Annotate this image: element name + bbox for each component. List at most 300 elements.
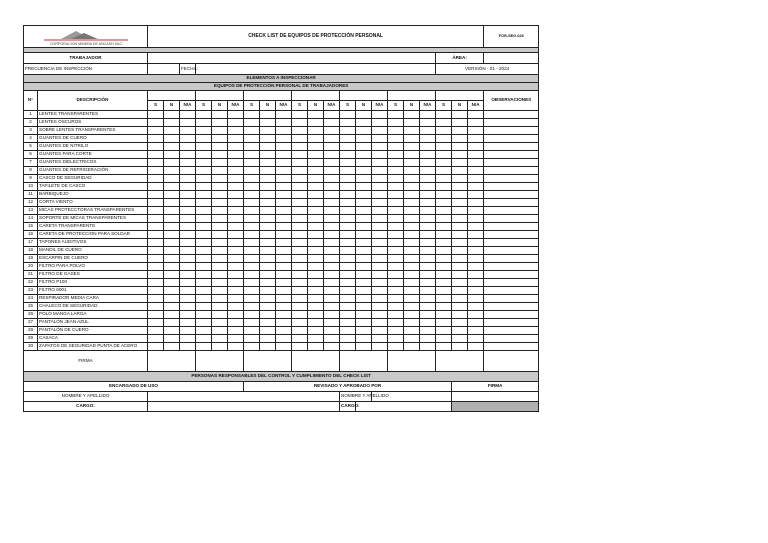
- check-cell[interactable]: [452, 335, 468, 343]
- observation-cell[interactable]: [484, 247, 539, 255]
- check-cell[interactable]: [308, 151, 324, 159]
- check-cell[interactable]: [244, 111, 260, 119]
- check-cell[interactable]: [468, 207, 484, 215]
- check-cell[interactable]: [148, 223, 164, 231]
- check-cell[interactable]: [196, 199, 212, 207]
- check-cell[interactable]: [436, 207, 452, 215]
- check-cell[interactable]: [164, 167, 180, 175]
- check-cell[interactable]: [308, 239, 324, 247]
- check-cell[interactable]: [260, 119, 276, 127]
- check-cell[interactable]: [404, 311, 420, 319]
- check-cell[interactable]: [388, 271, 404, 279]
- check-cell[interactable]: [292, 223, 308, 231]
- check-cell[interactable]: [244, 255, 260, 263]
- check-cell[interactable]: [404, 191, 420, 199]
- check-cell[interactable]: [324, 263, 340, 271]
- check-cell[interactable]: [180, 319, 196, 327]
- check-cell[interactable]: [436, 127, 452, 135]
- check-cell[interactable]: [244, 135, 260, 143]
- check-cell[interactable]: [148, 191, 164, 199]
- check-cell[interactable]: [292, 207, 308, 215]
- check-cell[interactable]: [276, 295, 292, 303]
- check-cell[interactable]: [420, 255, 436, 263]
- check-cell[interactable]: [356, 231, 372, 239]
- check-cell[interactable]: [260, 263, 276, 271]
- check-cell[interactable]: [276, 223, 292, 231]
- check-cell[interactable]: [228, 167, 244, 175]
- check-cell[interactable]: [212, 239, 228, 247]
- check-cell[interactable]: [212, 207, 228, 215]
- area-field[interactable]: [484, 53, 539, 64]
- check-cell[interactable]: [276, 199, 292, 207]
- check-cell[interactable]: [148, 287, 164, 295]
- check-cell[interactable]: [468, 119, 484, 127]
- check-cell[interactable]: [324, 199, 340, 207]
- check-cell[interactable]: [388, 295, 404, 303]
- check-cell[interactable]: [164, 143, 180, 151]
- check-cell[interactable]: [340, 159, 356, 167]
- check-cell[interactable]: [324, 327, 340, 335]
- check-cell[interactable]: [420, 191, 436, 199]
- check-cell[interactable]: [180, 303, 196, 311]
- check-cell[interactable]: [468, 151, 484, 159]
- check-cell[interactable]: [308, 111, 324, 119]
- check-cell[interactable]: [260, 303, 276, 311]
- check-cell[interactable]: [276, 303, 292, 311]
- check-cell[interactable]: [148, 271, 164, 279]
- check-cell[interactable]: [356, 215, 372, 223]
- check-cell[interactable]: [212, 143, 228, 151]
- check-cell[interactable]: [276, 311, 292, 319]
- check-cell[interactable]: [228, 199, 244, 207]
- check-cell[interactable]: [260, 255, 276, 263]
- check-cell[interactable]: [164, 303, 180, 311]
- check-cell[interactable]: [404, 271, 420, 279]
- check-cell[interactable]: [404, 295, 420, 303]
- check-cell[interactable]: [404, 143, 420, 151]
- check-cell[interactable]: [164, 343, 180, 351]
- check-cell[interactable]: [180, 127, 196, 135]
- check-cell[interactable]: [228, 215, 244, 223]
- check-cell[interactable]: [324, 215, 340, 223]
- check-cell[interactable]: [372, 335, 388, 343]
- check-cell[interactable]: [292, 263, 308, 271]
- observation-cell[interactable]: [484, 159, 539, 167]
- check-cell[interactable]: [228, 191, 244, 199]
- check-cell[interactable]: [324, 271, 340, 279]
- check-cell[interactable]: [468, 319, 484, 327]
- check-cell[interactable]: [452, 255, 468, 263]
- check-cell[interactable]: [324, 167, 340, 175]
- check-cell[interactable]: [404, 239, 420, 247]
- check-cell[interactable]: [276, 175, 292, 183]
- check-cell[interactable]: [356, 255, 372, 263]
- check-cell[interactable]: [244, 191, 260, 199]
- check-cell[interactable]: [340, 119, 356, 127]
- check-cell[interactable]: [420, 263, 436, 271]
- check-cell[interactable]: [228, 231, 244, 239]
- check-cell[interactable]: [388, 279, 404, 287]
- check-cell[interactable]: [260, 199, 276, 207]
- check-cell[interactable]: [452, 263, 468, 271]
- check-cell[interactable]: [404, 127, 420, 135]
- check-cell[interactable]: [196, 335, 212, 343]
- check-cell[interactable]: [212, 159, 228, 167]
- check-cell[interactable]: [404, 287, 420, 295]
- check-cell[interactable]: [164, 127, 180, 135]
- check-cell[interactable]: [244, 207, 260, 215]
- check-cell[interactable]: [324, 207, 340, 215]
- check-cell[interactable]: [212, 263, 228, 271]
- check-cell[interactable]: [372, 343, 388, 351]
- check-cell[interactable]: [276, 327, 292, 335]
- observation-cell[interactable]: [484, 183, 539, 191]
- check-cell[interactable]: [372, 239, 388, 247]
- observation-cell[interactable]: [484, 255, 539, 263]
- check-cell[interactable]: [404, 151, 420, 159]
- check-cell[interactable]: [388, 191, 404, 199]
- check-cell[interactable]: [372, 295, 388, 303]
- check-cell[interactable]: [388, 119, 404, 127]
- check-cell[interactable]: [324, 111, 340, 119]
- check-cell[interactable]: [164, 335, 180, 343]
- check-cell[interactable]: [260, 335, 276, 343]
- check-cell[interactable]: [436, 319, 452, 327]
- observation-cell[interactable]: [484, 343, 539, 351]
- check-cell[interactable]: [148, 111, 164, 119]
- check-cell[interactable]: [468, 255, 484, 263]
- check-cell[interactable]: [228, 311, 244, 319]
- check-cell[interactable]: [228, 159, 244, 167]
- check-cell[interactable]: [148, 151, 164, 159]
- check-cell[interactable]: [228, 303, 244, 311]
- check-cell[interactable]: [148, 263, 164, 271]
- check-cell[interactable]: [180, 295, 196, 303]
- check-cell[interactable]: [260, 223, 276, 231]
- check-cell[interactable]: [356, 207, 372, 215]
- check-cell[interactable]: [196, 295, 212, 303]
- check-cell[interactable]: [148, 175, 164, 183]
- check-cell[interactable]: [356, 311, 372, 319]
- check-cell[interactable]: [356, 335, 372, 343]
- check-cell[interactable]: [340, 295, 356, 303]
- check-cell[interactable]: [180, 287, 196, 295]
- check-cell[interactable]: [196, 279, 212, 287]
- check-cell[interactable]: [276, 119, 292, 127]
- check-cell[interactable]: [372, 255, 388, 263]
- check-cell[interactable]: [436, 279, 452, 287]
- check-cell[interactable]: [164, 191, 180, 199]
- check-cell[interactable]: [388, 111, 404, 119]
- check-cell[interactable]: [340, 287, 356, 295]
- check-cell[interactable]: [324, 175, 340, 183]
- check-cell[interactable]: [180, 279, 196, 287]
- check-cell[interactable]: [292, 159, 308, 167]
- check-cell[interactable]: [468, 191, 484, 199]
- check-cell[interactable]: [244, 303, 260, 311]
- check-cell[interactable]: [276, 207, 292, 215]
- check-cell[interactable]: [388, 263, 404, 271]
- check-cell[interactable]: [436, 111, 452, 119]
- check-cell[interactable]: [228, 119, 244, 127]
- check-cell[interactable]: [340, 303, 356, 311]
- check-cell[interactable]: [276, 127, 292, 135]
- check-cell[interactable]: [340, 343, 356, 351]
- check-cell[interactable]: [452, 167, 468, 175]
- check-cell[interactable]: [260, 167, 276, 175]
- check-cell[interactable]: [388, 319, 404, 327]
- check-cell[interactable]: [244, 143, 260, 151]
- check-cell[interactable]: [180, 343, 196, 351]
- check-cell[interactable]: [372, 319, 388, 327]
- check-cell[interactable]: [196, 271, 212, 279]
- check-cell[interactable]: [452, 215, 468, 223]
- check-cell[interactable]: [388, 215, 404, 223]
- check-cell[interactable]: [292, 191, 308, 199]
- check-cell[interactable]: [148, 135, 164, 143]
- check-cell[interactable]: [292, 279, 308, 287]
- check-cell[interactable]: [372, 127, 388, 135]
- check-cell[interactable]: [164, 135, 180, 143]
- check-cell[interactable]: [388, 151, 404, 159]
- check-cell[interactable]: [436, 247, 452, 255]
- check-cell[interactable]: [420, 215, 436, 223]
- check-cell[interactable]: [420, 311, 436, 319]
- check-cell[interactable]: [436, 159, 452, 167]
- check-cell[interactable]: [196, 247, 212, 255]
- check-cell[interactable]: [196, 191, 212, 199]
- check-cell[interactable]: [372, 207, 388, 215]
- check-cell[interactable]: [340, 231, 356, 239]
- check-cell[interactable]: [276, 183, 292, 191]
- check-cell[interactable]: [212, 271, 228, 279]
- check-cell[interactable]: [196, 143, 212, 151]
- check-cell[interactable]: [420, 231, 436, 239]
- check-cell[interactable]: [388, 199, 404, 207]
- check-cell[interactable]: [196, 119, 212, 127]
- check-cell[interactable]: [212, 151, 228, 159]
- check-cell[interactable]: [212, 167, 228, 175]
- check-cell[interactable]: [292, 343, 308, 351]
- observation-cell[interactable]: [484, 279, 539, 287]
- observation-cell[interactable]: [484, 271, 539, 279]
- check-cell[interactable]: [308, 287, 324, 295]
- check-cell[interactable]: [164, 311, 180, 319]
- check-cell[interactable]: [180, 271, 196, 279]
- check-cell[interactable]: [468, 223, 484, 231]
- check-cell[interactable]: [452, 343, 468, 351]
- check-cell[interactable]: [420, 247, 436, 255]
- check-cell[interactable]: [340, 127, 356, 135]
- check-cell[interactable]: [164, 279, 180, 287]
- check-cell[interactable]: [324, 279, 340, 287]
- check-cell[interactable]: [292, 311, 308, 319]
- check-cell[interactable]: [356, 319, 372, 327]
- check-cell[interactable]: [436, 191, 452, 199]
- check-cell[interactable]: [164, 255, 180, 263]
- check-cell[interactable]: [372, 135, 388, 143]
- check-cell[interactable]: [276, 255, 292, 263]
- check-cell[interactable]: [436, 231, 452, 239]
- check-cell[interactable]: [292, 319, 308, 327]
- check-cell[interactable]: [468, 175, 484, 183]
- check-cell[interactable]: [148, 295, 164, 303]
- check-cell[interactable]: [372, 247, 388, 255]
- check-cell[interactable]: [356, 111, 372, 119]
- check-cell[interactable]: [436, 183, 452, 191]
- check-cell[interactable]: [212, 119, 228, 127]
- check-cell[interactable]: [340, 319, 356, 327]
- check-cell[interactable]: [468, 199, 484, 207]
- check-cell[interactable]: [388, 303, 404, 311]
- check-cell[interactable]: [308, 271, 324, 279]
- check-cell[interactable]: [228, 127, 244, 135]
- check-cell[interactable]: [212, 327, 228, 335]
- check-cell[interactable]: [324, 231, 340, 239]
- check-cell[interactable]: [164, 111, 180, 119]
- check-cell[interactable]: [436, 151, 452, 159]
- observation-cell[interactable]: [484, 319, 539, 327]
- check-cell[interactable]: [212, 247, 228, 255]
- check-cell[interactable]: [308, 303, 324, 311]
- check-cell[interactable]: [356, 327, 372, 335]
- check-cell[interactable]: [164, 119, 180, 127]
- check-cell[interactable]: [148, 215, 164, 223]
- check-cell[interactable]: [468, 271, 484, 279]
- check-cell[interactable]: [420, 167, 436, 175]
- check-cell[interactable]: [148, 207, 164, 215]
- check-cell[interactable]: [404, 111, 420, 119]
- check-cell[interactable]: [244, 295, 260, 303]
- check-cell[interactable]: [148, 279, 164, 287]
- check-cell[interactable]: [212, 191, 228, 199]
- check-cell[interactable]: [196, 311, 212, 319]
- check-cell[interactable]: [388, 311, 404, 319]
- check-cell[interactable]: [180, 167, 196, 175]
- check-cell[interactable]: [324, 295, 340, 303]
- check-cell[interactable]: [260, 343, 276, 351]
- check-cell[interactable]: [196, 303, 212, 311]
- check-cell[interactable]: [436, 263, 452, 271]
- check-cell[interactable]: [388, 239, 404, 247]
- check-cell[interactable]: [468, 247, 484, 255]
- check-cell[interactable]: [164, 183, 180, 191]
- check-cell[interactable]: [212, 279, 228, 287]
- check-cell[interactable]: [372, 167, 388, 175]
- check-cell[interactable]: [148, 327, 164, 335]
- signature-cell[interactable]: [244, 351, 292, 372]
- check-cell[interactable]: [308, 199, 324, 207]
- check-cell[interactable]: [180, 199, 196, 207]
- check-cell[interactable]: [148, 127, 164, 135]
- check-cell[interactable]: [372, 111, 388, 119]
- check-cell[interactable]: [228, 207, 244, 215]
- check-cell[interactable]: [228, 151, 244, 159]
- check-cell[interactable]: [292, 119, 308, 127]
- check-cell[interactable]: [468, 231, 484, 239]
- check-cell[interactable]: [452, 303, 468, 311]
- check-cell[interactable]: [420, 111, 436, 119]
- check-cell[interactable]: [148, 183, 164, 191]
- check-cell[interactable]: [388, 183, 404, 191]
- check-cell[interactable]: [468, 159, 484, 167]
- check-cell[interactable]: [148, 231, 164, 239]
- check-cell[interactable]: [276, 263, 292, 271]
- check-cell[interactable]: [324, 303, 340, 311]
- check-cell[interactable]: [196, 151, 212, 159]
- check-cell[interactable]: [180, 263, 196, 271]
- check-cell[interactable]: [452, 311, 468, 319]
- check-cell[interactable]: [212, 255, 228, 263]
- check-cell[interactable]: [468, 279, 484, 287]
- check-cell[interactable]: [388, 207, 404, 215]
- check-cell[interactable]: [372, 119, 388, 127]
- check-cell[interactable]: [212, 295, 228, 303]
- check-cell[interactable]: [212, 183, 228, 191]
- check-cell[interactable]: [212, 223, 228, 231]
- check-cell[interactable]: [276, 159, 292, 167]
- check-cell[interactable]: [404, 279, 420, 287]
- check-cell[interactable]: [420, 175, 436, 183]
- check-cell[interactable]: [180, 183, 196, 191]
- check-cell[interactable]: [388, 327, 404, 335]
- check-cell[interactable]: [244, 239, 260, 247]
- check-cell[interactable]: [436, 311, 452, 319]
- check-cell[interactable]: [308, 207, 324, 215]
- check-cell[interactable]: [452, 135, 468, 143]
- check-cell[interactable]: [436, 119, 452, 127]
- check-cell[interactable]: [308, 183, 324, 191]
- check-cell[interactable]: [196, 183, 212, 191]
- check-cell[interactable]: [148, 255, 164, 263]
- observation-cell[interactable]: [484, 127, 539, 135]
- check-cell[interactable]: [372, 263, 388, 271]
- check-cell[interactable]: [260, 183, 276, 191]
- check-cell[interactable]: [340, 167, 356, 175]
- check-cell[interactable]: [164, 287, 180, 295]
- check-cell[interactable]: [340, 279, 356, 287]
- check-cell[interactable]: [148, 239, 164, 247]
- observation-cell[interactable]: [484, 215, 539, 223]
- check-cell[interactable]: [276, 143, 292, 151]
- check-cell[interactable]: [148, 143, 164, 151]
- check-cell[interactable]: [212, 319, 228, 327]
- check-cell[interactable]: [452, 247, 468, 255]
- check-cell[interactable]: [308, 223, 324, 231]
- check-cell[interactable]: [452, 295, 468, 303]
- check-cell[interactable]: [244, 167, 260, 175]
- check-cell[interactable]: [260, 175, 276, 183]
- check-cell[interactable]: [228, 111, 244, 119]
- observation-cell[interactable]: [484, 119, 539, 127]
- observation-cell[interactable]: [484, 223, 539, 231]
- check-cell[interactable]: [388, 135, 404, 143]
- check-cell[interactable]: [292, 151, 308, 159]
- check-cell[interactable]: [276, 167, 292, 175]
- signature-observation[interactable]: [484, 351, 539, 372]
- check-cell[interactable]: [452, 207, 468, 215]
- check-cell[interactable]: [180, 247, 196, 255]
- check-cell[interactable]: [356, 119, 372, 127]
- check-cell[interactable]: [196, 287, 212, 295]
- check-cell[interactable]: [404, 167, 420, 175]
- check-cell[interactable]: [372, 159, 388, 167]
- check-cell[interactable]: [468, 295, 484, 303]
- observation-cell[interactable]: [484, 143, 539, 151]
- check-cell[interactable]: [436, 175, 452, 183]
- check-cell[interactable]: [436, 239, 452, 247]
- check-cell[interactable]: [340, 223, 356, 231]
